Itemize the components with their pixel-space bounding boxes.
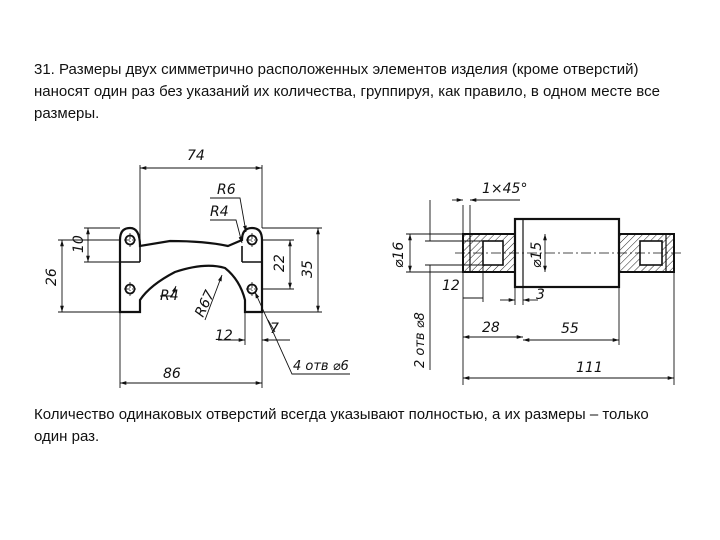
paragraph-rule-31: 31. Размеры двух симметрично расположенных элементов изделия (кроме отверстий) наносят один раз без указаний их количества, группируя, как правило, в одном месте все размеры. [34, 61, 660, 122]
dim-35: 35 [300, 260, 316, 278]
dim-holes-8: 2 отв ⌀8 [413, 312, 428, 368]
dim-22: 22 [272, 254, 288, 272]
dim-r4-inner: R4 [160, 288, 179, 304]
bracket-outline [120, 228, 262, 312]
dim-dia-16: ⌀16 [391, 241, 407, 268]
dim-r67: R67 [192, 287, 219, 320]
dim-chamfer: 1×45° [482, 181, 528, 197]
dim-r6: R6 [217, 182, 236, 198]
dim-10: 10 [71, 235, 87, 253]
dim-28: 28 [482, 320, 500, 336]
dim-12-bottom: 12 [215, 328, 233, 344]
dim-12-right: 12 [442, 278, 460, 294]
holes-note: 4 отв ⌀6 [293, 359, 349, 374]
dim-74: 74 [187, 148, 205, 164]
dim-r4-top: R4 [210, 204, 229, 220]
paragraph-holes-rule: Количество одинаковых отверстий всегда указывают полностью, а их размеры – только один раз. [34, 406, 649, 445]
dim-86: 86 [163, 366, 181, 382]
dim-111: 111 [576, 360, 603, 376]
dim-55: 55 [561, 321, 579, 337]
dim-3: 3 [536, 287, 545, 303]
dim-dia-15: ⌀15 [529, 241, 545, 268]
dim-7: 7 [270, 321, 279, 337]
dim-26: 26 [44, 268, 60, 286]
